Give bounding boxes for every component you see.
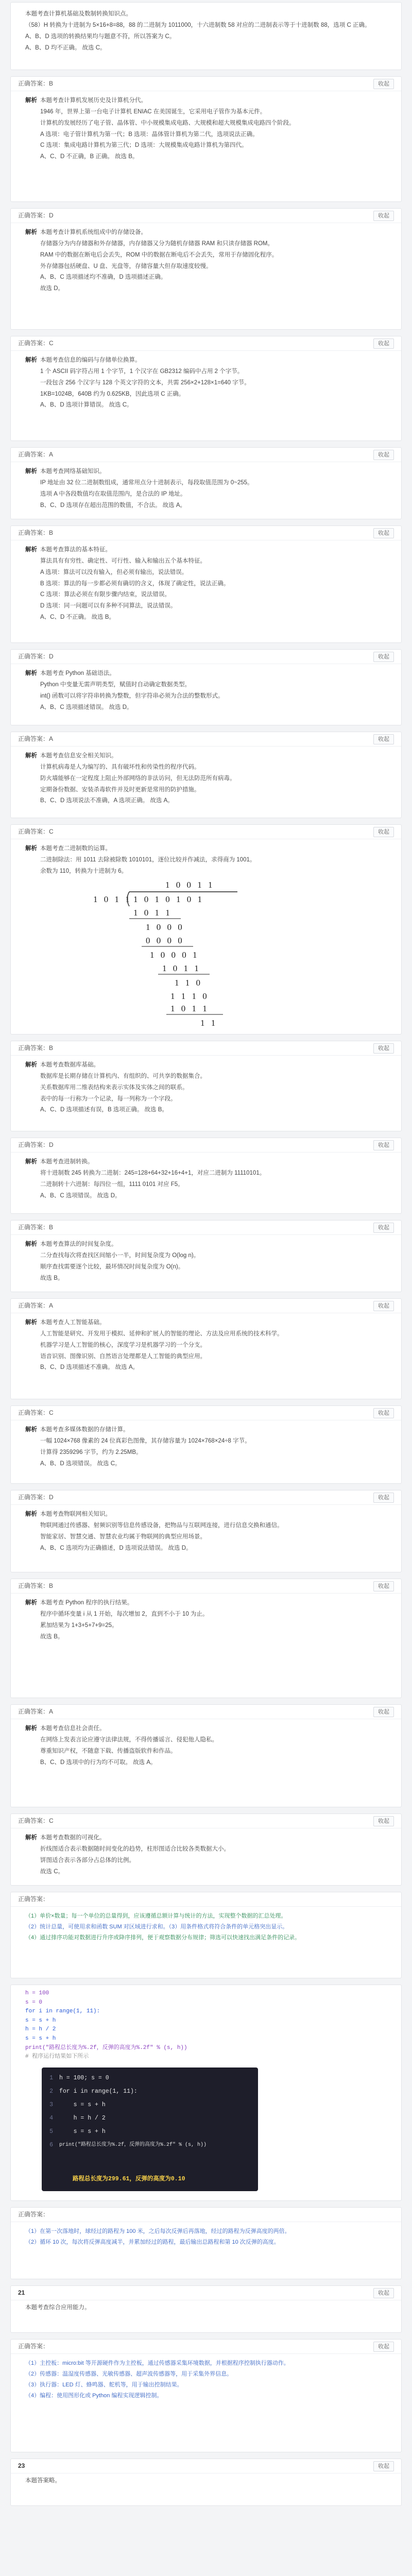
analysis-tag: 解析 [25,1427,37,1433]
text-line: （4）通过排序功能对数据进行升序或降序排列，便于观察数据分布规律；筛选可以快速找出满足条件的记录。 [25,1934,301,1941]
answer-label: 正确答案：A [18,451,54,458]
answer-label: 正确答案：C [18,1409,54,1416]
card-header [11,1579,401,1594]
answer-label: 正确答案： [18,1895,49,1903]
term-line: s = s + h [59,2128,106,2135]
text-line: 1 个 ASCII 码字符占用 1 个字节，1 个汉字在 GB2312 编码中占用 2 个字节。 [40,368,244,375]
card-body [11,223,401,300]
text-line: A、B、D 选项计算错误。 故选 C。 [40,402,133,409]
text-line: C 选项：算法必须在有限步骤内结束，说法错误。 [40,591,170,598]
text-line: C 选项：集成电路计算机为第三代；D 选项：大规模集成电路计算机为第四代。 [40,142,248,149]
text-line: 定期备份数据、安装杀毒软件并及时更新是常用的防护措施。 [40,786,200,793]
card-header [11,209,401,223]
answer-card-19 [10,1892,402,1978]
text-line: （2）统计总量，可使用求和函数 SUM 对区域进行求和。（3）用条件格式将符合条件的单元格突出显示。 [25,1923,288,1930]
text-line: （1）单价×数量；每一个单位的总量得到，应该遵循总额计算与统计的方法，实现整个数据的汇总处理。 [25,1913,287,1919]
text-line: 本题考查 Python 程序的执行结果。 [40,1600,133,1606]
divisor: 1 0 1 1 [93,894,132,904]
text-line: 本题考查 Python 基础语法。 [40,670,115,676]
text-line: 本题考查综合应用能力。 [25,2304,91,2311]
answer-card-7 [10,649,402,725]
terminal-output: 路程总长度为299.61，反弹的高度为0.10 [73,2176,185,2182]
question-card-23 [10,2459,402,2506]
term-line: print("路程总长度为%.2f，反弹的高度为%.2f" % (s, h)) [59,2142,207,2148]
card-body [11,2473,401,2490]
text-line: 本题考查人工智能基础。 [40,1319,106,1326]
text-line: 累加结果为 1+3+5+7+9=25。 [40,1622,118,1629]
text-line: 本题考查信息社会责任。 [40,1725,106,1732]
answer-label: 正确答案：D [18,1141,54,1148]
answer-label: 正确答案：D [18,212,54,219]
text-line: （2）传感器：温湿度传感器、光敏传感器、超声波传感器等，用于采集外界信息。 [25,2370,233,2377]
text-line: 本题考查数据库基础。 [40,1062,99,1068]
text-line: D 选项：同一问题可以有多种不同算法，说法错误。 [40,603,177,609]
answer-card-4 [10,336,402,441]
question-card-21 [10,2285,402,2333]
text-line: 程序中循环变量 i 从 1 开始，每次增加 2，直到不小于 10 为止。 [40,1611,209,1617]
collapse-button[interactable]: 收起 [373,1816,394,1826]
text-line: 顺序查找需要逐个比较，最坏情况时间复杂度为 O(n)。 [40,1263,184,1270]
step-1: 1 0 1 1 [133,908,172,918]
answer-label: 正确答案：C [18,1817,54,1824]
analysis-block [25,545,393,623]
text-line: 本题考查算法的时间复杂度。 [40,1241,117,1247]
answer-card-15 [10,1490,402,1572]
card-body [11,1828,401,1883]
card-body [11,1420,401,1475]
card-body [11,1153,401,1207]
text-line: int() 函数可以将字符串转换为整数，但字符串必须为合法的整数形式。 [40,692,224,699]
text-line: A 选项：电子管计算机为第一代；B 选项：晶体管计算机为第二代，选项说法正确。 [40,131,259,138]
text-line: 关系数据库用二维表结构来表示实体及实体之间的联系。 [40,1084,188,1091]
card-body [11,1505,401,1559]
text-line: 本题考查算法的基本特征。 [40,547,111,553]
card-header [11,448,401,462]
analysis-tag: 解析 [25,1241,37,1247]
analysis-block [25,1509,393,1554]
analysis-tag: 解析 [25,1835,37,1841]
code-block [11,1985,401,2067]
step-7: 1 1 1 0 [170,991,209,1001]
card-header [11,1490,401,1505]
quotient: 1 0 0 1 1 [165,880,215,890]
card-body [11,91,401,168]
collapse-button[interactable]: 收起 [373,1140,394,1150]
answer-label: 正确答案：D [18,653,54,660]
term-line: h = h / 2 [59,2115,106,2122]
term-line: for i in range(1, 11): [59,2088,138,2095]
analysis-tag: 解析 [25,1062,37,1068]
analysis-block [25,1317,393,1374]
code-line: h = 100 [25,1990,49,1996]
card-header [11,77,401,91]
text-line: 本题考查数据的可视化。 [40,1835,106,1841]
text-line: A、B、C 选项错误。 故选 D。 [40,1192,121,1199]
collapse-button[interactable]: 收起 [373,528,394,538]
text-line: 计算机病毒是人为编写的、具有破坏性和传染性的程序代码。 [40,764,200,770]
step-6: 1 1 0 [175,978,202,988]
text-line: （1）主控板：micro:bit 等开源硬件作为主控板，通过传感器采集环境数据，并根据程序控制执行器动作。 [25,2360,289,2366]
line-number: 3 [49,2102,53,2108]
collapse-button[interactable]: 收起 [373,1301,394,1311]
text-line: Python 中变量无需声明类型，赋值时自动确定数据类型。 [40,681,191,688]
analysis-block [25,95,393,163]
code-card [10,1985,402,2201]
card-body [11,2222,401,2253]
analysis-block [25,227,393,295]
text-line: 本题考查计算机发展历史及计算机分代。 [40,97,147,104]
analysis-tag: 解析 [25,1511,37,1517]
answer-label: 正确答案：B [18,1044,54,1052]
analysis-block [25,355,393,411]
text-line: 故选 B。 [40,1275,64,1281]
text-line: 一段包含 256 个汉字与 128 个英文字符的文本，共需 256×2+128×1=640 字节。 [40,379,250,386]
analysis-tag: 解析 [25,1319,37,1326]
text-line: 故选 D。 [40,285,64,292]
text-line: B、C、D 选项描述不准确。 故选 A。 [40,1364,139,1371]
text-line: A、B、D 均不正确。 故选 C。 [25,44,106,51]
answer-card-5 [10,447,402,519]
card-header [11,825,401,839]
answer-label: 正确答案：A [18,1302,54,1309]
text-line: 余数为 110，转换为十进制为 6。 [40,868,128,874]
card-header [11,1221,401,1235]
analysis-block [25,1723,393,1768]
text-line: 机器学习是人工智能的核心，深度学习是机器学习的一个分支。 [40,1342,206,1348]
analysis-block [25,1060,393,1116]
card-body [11,1056,401,1121]
text-line: A、C、D 选项描述有误，B 选项正确。 故选 B。 [40,1107,168,1113]
answer-card-8 [10,732,402,818]
analysis-tag: 解析 [25,1600,37,1606]
card-body [11,1313,401,1379]
step-4: 1 0 0 0 1 [150,950,199,960]
answer-label: 正确答案：A [18,1708,54,1715]
text-line: （4）编程：使用图形化或 Python 编程实现逻辑控制。 [25,2392,163,2399]
text-line: 尊重知识产权，不随意下载、传播盗版软件和作品。 [40,1748,177,1754]
code-line: s = s + h [25,2017,56,2024]
answer-label: 正确答案：B [18,1224,54,1231]
answer-card-3 [10,208,402,330]
text-line: 本题考查二进制数的运算。 [40,845,111,852]
step-8: 1 0 1 1 [170,1004,209,1013]
card-body [11,540,401,629]
text-line: 智能家居、智慧交通、智慧农业均属于物联网的典型应用场景。 [40,1533,206,1540]
code-line: h = h / 2 [25,2026,56,2033]
collapse-button[interactable]: 收起 [373,1043,394,1054]
text-line: 本题考查计算机系统组成中的存储设备。 [40,229,147,235]
answer-card-2 [10,76,402,202]
answer-card-9 [10,824,402,1035]
code-comment: # 程序运行结果如下所示 [25,2054,89,2060]
text-line: B、C、D 选项说法不准确，A 选项正确。 故选 A。 [40,798,174,804]
text-line: A、C、D 不正确。 故选 B。 [40,614,115,621]
analysis-block [25,843,393,877]
answer-card-11 [10,1138,402,1214]
text-line: 在网络上发表言论应遵守法律法规，不得传播谣言、侵犯他人隐私。 [40,1736,218,1743]
answer-card-16 [10,1579,402,1698]
text-line: 计算机的发展经历了电子管、晶体管、中小规模集成电路、大规模和超大规模集成电路四个阶段。 [40,120,295,126]
text-line: 防火墙能够在一定程度上阻止外部网络的非法访问，但无法防范所有病毒。 [40,775,236,782]
collapse-button[interactable]: 收起 [373,211,394,221]
line-number: 6 [49,2142,53,2148]
text-line: A、B、D 选项错误。 故选 C。 [40,1460,121,1467]
card-header [11,650,401,664]
card-body [11,462,401,516]
analysis-tag: 解析 [25,468,37,474]
analysis-tag: 解析 [25,845,37,852]
term-line: s = s + h [59,2102,106,2108]
answer-label: 正确答案： [18,2343,49,2350]
card-header [11,1406,401,1420]
collapse-button[interactable]: 收起 [373,1408,394,1418]
answer-card-13 [10,1298,402,1399]
card-header [11,1705,401,1719]
text-line: A、B、D 选项的转换结果均与题意不符，所以答案为 C。 [25,33,176,40]
analysis-block [25,1239,393,1284]
collapse-button[interactable]: 收起 [373,2342,394,2352]
analysis-tag: 解析 [25,229,37,235]
answer-card-18 [10,1814,402,1886]
answer-label: 正确答案：B [18,1582,54,1589]
text-line: A、B、C 选项描述错误。 故选 D。 [40,704,133,710]
card-header [11,1138,401,1153]
card-header [11,2208,401,2222]
binary-long-division [11,876,402,1031]
collapse-button[interactable]: 收起 [373,1707,394,1717]
collapse-button[interactable]: 收起 [373,450,394,460]
card-header [11,1892,401,1907]
text-line: RAM 中的数据在断电后会丢失，ROM 中的数据在断电后不会丢失，常用于存储固化程序。 [40,251,278,258]
card-header [11,1041,401,1056]
analysis-tag: 解析 [25,547,37,553]
collapse-button[interactable]: 收起 [373,338,394,349]
analysis-block [25,1833,393,1877]
line-number: 4 [49,2115,53,2122]
answer-card-17 [10,1704,402,1807]
analysis-tag: 解析 [25,97,37,104]
text-line: 表中的每一行称为一个记录，每一列称为一个字段。 [40,1095,177,1102]
analysis-tag: 解析 [25,753,37,759]
analysis-block [25,1157,393,1201]
text-line: 本题考查网络基础知识。 [40,468,106,474]
text-line: A、B、C 选项描述均不准确，D 选项描述正确。 [40,274,167,281]
card-header [11,2340,401,2354]
answer-label: 正确答案： [18,2211,49,2218]
collapse-button[interactable]: 收起 [373,734,394,744]
text-line: 故选 C。 [40,1868,64,1875]
text-line: 将十进制数 245 转换为二进制：245=128+64+32+16+4+1，对应二进制为 11110101。 [40,1170,266,1176]
text-line: 一幅 1024×768 像素的 24 位真彩色图像，其存储容量为 1024×768×24÷8 字节。 [40,1437,251,1444]
text-line: 二分查找每次将查找区间缩小一半，时间复杂度为 O(log n)。 [40,1252,200,1259]
analysis-tag: 解析 [25,1725,37,1732]
card-header [11,526,401,540]
code-line: s = 0 [25,1999,43,2006]
text-line: 物联网通过传感器、射频识别等信息传感设备，把物品与互联网连接，进行信息交换和通信。 [40,1522,283,1529]
analysis-tag: 解析 [25,670,37,676]
text-line: 本题考查信息的编码与存储单位换算。 [40,357,141,363]
text-line: A、C、D 不正确，B 正确。 故选 B。 [40,154,139,160]
text-line: （2）循环 10 次，每次将反弹高度减半，并累加经过的路程，最后输出总路程和第 10 次反弹的高度。 [25,2239,280,2245]
text-line: 折线图适合表示数据随时间变化的趋势，柱形图适合比较各类数据大小。 [40,1845,230,1852]
collapse-button[interactable]: 收起 [373,2288,394,2298]
code-line: s = s + h [25,2035,56,2042]
text-line: 语音识别、图像识别、自然语言处理都是人工智能的典型应用。 [40,1353,206,1360]
line-number: 2 [49,2088,53,2095]
answer-card-1 [10,2,402,70]
collapse-button[interactable]: 收起 [373,2461,394,2471]
card-body [11,2300,401,2317]
card-header [11,732,401,747]
text-line: 外存储器包括硬盘、U 盘、光盘等，存储容量大但存取速度较慢。 [40,263,212,269]
text-line: 本题考查物联网相关知识。 [40,1511,111,1517]
text-line: 存储器分为内存储器和外存储器，内存储器又分为随机存储器 RAM 和只读存储器 ROM。 [40,240,273,247]
card-body [11,664,401,718]
text-line: B、C、D 选项中的行为均不可取。 故选 A。 [40,1759,157,1766]
text-line: 数据库是长期存储在计算机内、有组织的、可共享的数据集合。 [40,1073,206,1079]
analysis-block [25,668,393,713]
card-header [11,1299,401,1313]
analysis-block [25,466,393,511]
card-body [11,351,401,416]
analysis-tag: 解析 [25,357,37,363]
code-line: print("路程总长度为%.2f，反弹的高度为%.2f" % (s, h)) [25,2044,187,2051]
text-line: 本题考查信息安全相关知识。 [40,753,117,759]
card-body [11,839,401,883]
question-number: 23 [18,2462,25,2469]
text-line: 人工智能是研究、开发用于模拟、延伸和扩展人的智能的理论、方法及应用系统的技术科学。 [40,1330,283,1337]
card-body [11,1235,401,1289]
collapse-button[interactable]: 收起 [373,79,394,89]
text-line: （58）H 转换为十进制为 5×16+8=88，88 的二进制为 1011000，十六进制数 58 对应的二进制表示等于十进制数 88，选项 C 正确。 [25,22,371,28]
text-line: 本题考查多媒体数据的存储计算。 [40,1427,129,1433]
card-header [11,336,401,351]
code-line: for i in range(1, 11): [25,2008,100,2015]
text-line: IP 地址由 32 位二进制数组成，通常用点分十进制表示，每段取值范围为 0~255。 [40,479,253,486]
terminal-screenshot [42,2067,258,2191]
line-number: 1 [49,2075,53,2081]
answer-label: 正确答案：C [18,340,54,347]
collapse-button[interactable]: 收起 [373,652,394,662]
answer-card-20 [10,2207,402,2279]
analysis-block [25,1598,393,1642]
step-2: 1 0 0 0 [146,922,184,932]
text-line: 饼图适合表示各部分占总体的比例。 [40,1857,135,1863]
text-line: 选项 A 中各段数值均在取值范围内，是合法的 IP 地址。 [40,490,186,497]
answer-card-12 [10,1220,402,1292]
text-line: （1）在第一次落地时，球经过的路程为 100 米，之后每次反弹后再落地，经过的路程为反弹高度的两倍。 [25,2228,290,2234]
text-line: A、B、C 选项均为正确描述，D 选项说法错误。 故选 D。 [40,1545,192,1551]
analysis-block [25,751,393,807]
collapse-button[interactable]: 收起 [373,1223,394,1233]
text-line: A 选项：算法可以没有输入，但必须有输出，说法错误。 [40,569,188,575]
card-header [11,2459,401,2473]
answer-card-10 [10,1041,402,1131]
dividend: 1 0 1 0 1 0 1 [133,894,204,904]
collapse-button[interactable]: 收起 [373,1493,394,1503]
text-line: 二进制除法：用 1011 去除被除数 1010101，逐位比较并作减法，求得商为 1001。 [40,856,256,863]
text-line: 本题考查计算机基础及数制转换知识点。 [25,11,132,17]
text-line: （3）执行器：LED 灯、蜂鸣器、舵机等，用于输出控制结果。 [25,2381,183,2388]
text-line: 计算得 2359296 字节，约为 2.25MB。 [40,1449,142,1455]
card-body [11,2354,401,2406]
answer-label: 正确答案：B [18,80,54,87]
analysis-tag: 解析 [25,1159,37,1165]
text-line: 1946 年，世界上第一台电子计算机 ENIAC 在美国诞生，它采用电子管作为基本元件。 [40,108,266,115]
answer-label: 正确答案：A [18,735,54,742]
card-body [11,3,401,59]
text-line: 1KB=1024B，640B 约为 0.625KB，因此选项 C 正确。 [40,391,185,397]
step-9: 1 1 [200,1018,218,1028]
answer-label: 正确答案：B [18,529,54,536]
answer-label: 正确答案：D [18,1494,54,1501]
card-header [11,2286,401,2300]
text-line: B、C、D 选项存在超出范围的数值，不合法。 故选 A。 [40,502,186,509]
card-body [11,747,401,812]
answer-label: 正确答案：C [18,828,54,835]
card-header [11,1814,401,1828]
answer-card-6 [10,526,402,643]
step-3: 0 0 0 0 [146,936,184,945]
answer-card-22 [10,2339,402,2452]
text-line: 故选 B。 [40,1633,64,1640]
line-number: 5 [49,2128,53,2135]
text-line: 本题答案略。 [25,2478,61,2484]
text-line: 算法具有有穷性、确定性、可行性、输入和输出五个基本特征。 [40,557,206,564]
analysis-block [25,1425,393,1469]
term-line: h = 100; s = 0 [59,2075,109,2081]
card-body [11,1907,401,1948]
step-5: 1 0 1 1 [162,963,201,973]
text-line: B 选项：算法的每一步都必须有确切的含义，体现了确定性，说法正确。 [40,580,230,587]
card-body [11,1594,401,1648]
text-line: 本题考查进制转换。 [40,1159,94,1165]
collapse-button[interactable]: 收起 [373,1581,394,1591]
question-number: 21 [18,2289,25,2296]
collapse-button[interactable]: 收起 [373,827,394,837]
card-body [11,1719,401,1773]
answer-card-14 [10,1405,402,1484]
text-line: 二进制转十六进制：每四位一组，1111 0101 对应 F5。 [40,1181,184,1188]
